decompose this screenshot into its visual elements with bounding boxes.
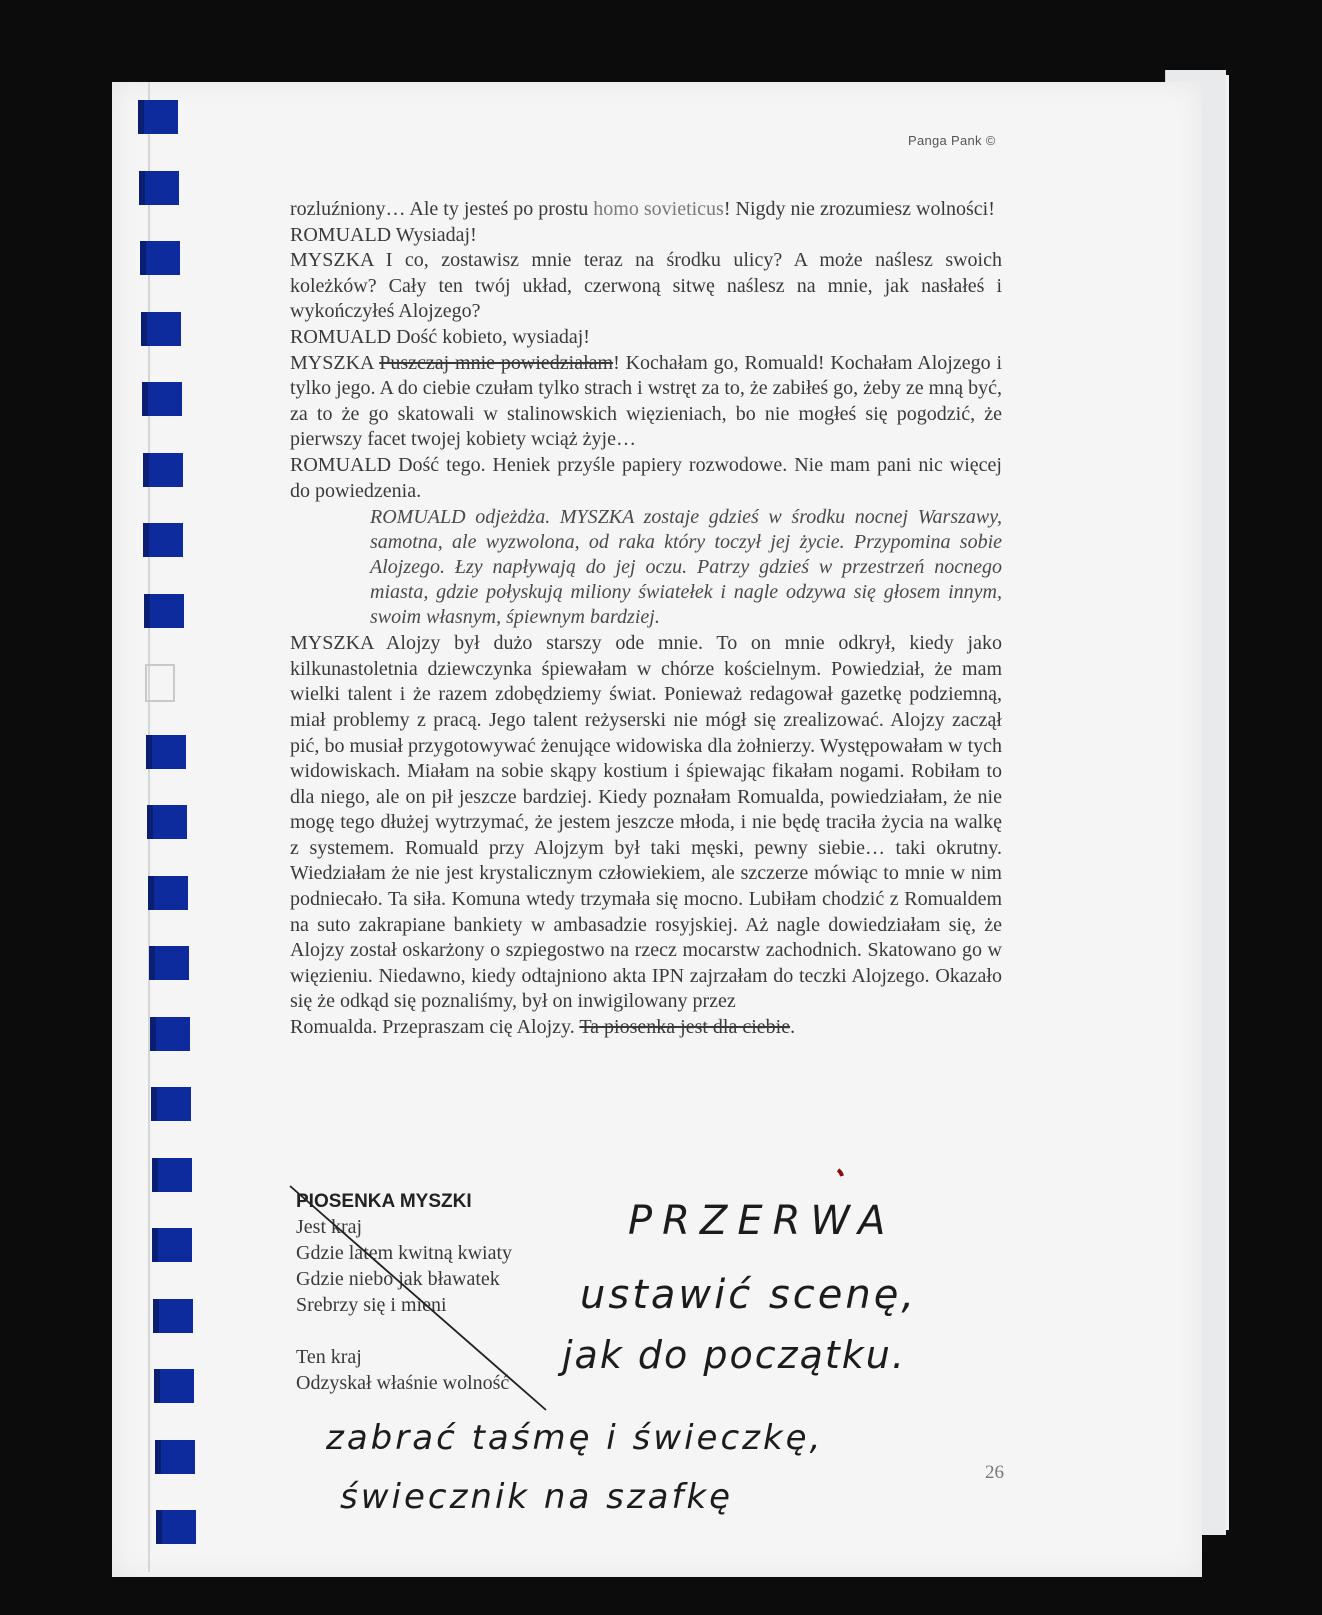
text-span: Romualda. Przepraszam cię Alojzy. (290, 1016, 580, 1039)
handwritten-note-break: PRZERWA (628, 1198, 896, 1244)
paragraph: ROMUALD Dość tego. Heniek przyśle papiery rozwodowe. Nie mam pani nic więcej do powiedzenia. (290, 453, 1002, 502)
paragraph: ROMUALD Dość kobieto, wysiadaj! (290, 325, 590, 348)
running-title: Panga Pank © (908, 133, 996, 148)
lyric-line: Gdzie latem kwitną kwiaty (296, 1242, 513, 1264)
text-span: rozluźniony… Ale ty jesteś po prostu (290, 198, 594, 220)
text-span: ! Nigdy nie zrozumiesz wolności! (723, 198, 995, 220)
paragraph: ROMUALD Wysiadaj! (290, 223, 477, 246)
lyric-line: Jest kraj (296, 1216, 363, 1238)
text-span: ! Kochałam go, Romuald! Kochałam Alojzego i tylko jego. A do ciebie czułam tylko strach i wstręt za to, że zabiłeś go, żeby ze mną być, za to że go skatowali w stalinowskich więzieniach, bo nie mogłeś się pogodzić, że pierwszy facet twojej kobiety wciąż żyje… (290, 351, 1003, 451)
page-number: 26 (985, 1462, 1004, 1483)
lyric-line: Gdzie niebo jak bławatek (296, 1268, 500, 1290)
latin-phrase: homo sovieticus (593, 198, 724, 220)
stage-direction: ROMUALD odjeżdża. MYSZKA zostaje gdzieś w środku nocnej Warszawy, samotna, ale wyzwolona, od raka który toczył jej życie. Przypomina sobie Alojzego. Łzy napływają do jej oczu. Patrzy gdzieś w przestrzeń nocnego miasta, gdzie połyskują miliony światełek i nagle odzywa się głosem innym, swoim własnym, śpiewnym bardziej. (370, 506, 1002, 629)
lyric-line: Odzyskał właśnie wolność (296, 1372, 510, 1394)
text-span: . (790, 1016, 796, 1039)
handwritten-note: jak do początku. (562, 1333, 906, 1377)
struck-text: Puszczaj mnie powiedziałam (379, 351, 614, 374)
struck-text: Ta piosenka jest dla ciebie (579, 1016, 791, 1039)
lyric-line: Ten kraj (296, 1346, 362, 1368)
paragraph: MYSZKA I co, zostawisz mnie teraz na środku ulicy? A może naślesz swoich koleżków? Cały ten twój układ, czerwoną sitwę naślesz na mnie, jak nasłałeś i wykończyłeś Alojzego? (290, 249, 1002, 323)
handwritten-note: zabrać taśmę i świeczkę, (326, 1418, 824, 1458)
paragraph: MYSZKA Alojzy był dużo starszy ode mnie. To on mnie odkrył, kiedy jako kilkunastoletnia dziewczynka śpiewałam w chórze kościelnym. Powiedział, że mam wielki talent i że razem zdobędziemy świat. Ponieważ redagował gazetkę podziemną, miał problemy z pracą. Jego talent reżyserski nie mógł się zrealizować. Alojzy zaczął pić, bo musiał przygotowywać żenujące widowiska dla żołnierzy. Występowałam w tych widowiskach. Miałam na sobie skąpy kostium i śpiewając fikałam nogami. Robiłam to dla niego, ale on pił jeszcze bardziej. Kiedy poznałam Romualda, powiedziałam, że nie mogę tego dłużej wytrzymać, że jestem jeszcze młoda, i nie będę traciła życia na walkę z systemem. Romuald przy Alojzym był taki męski, pewny siebie… taki okrutny. Wiedziałam że nie jest krystalicznym człowiekiem, ale szczerze mówiąc to mnie w nim podniecało. Ta siła. Komuna wtedy trzymała się mocno. Lubiłam chodzić z Romualdem na suto zakrapiane bankiety w ambasadzie rosyjskiej. Aż nagle dowiedziałam się, że Alojzy został oskarżony o szpiegostwo na rzecz mocarstw zachodnich. Skatowano go w więzieniu. Niedawno, kiedy odtajniono akta IPN zajrzałam do teczki Alojzego. Okazało się że odkąd się poznaliśmy, był on inwigilowany przez (290, 632, 1002, 1013)
song-title: PIOSENKA MYSZKI (296, 1191, 472, 1212)
text-span: MYSZKA (290, 351, 380, 374)
handwritten-note: świecznik na szafkę (340, 1477, 734, 1517)
handwritten-note: ustawić scenę, (580, 1272, 918, 1318)
lyric-line: Srebrzy się i mieni (296, 1294, 447, 1316)
